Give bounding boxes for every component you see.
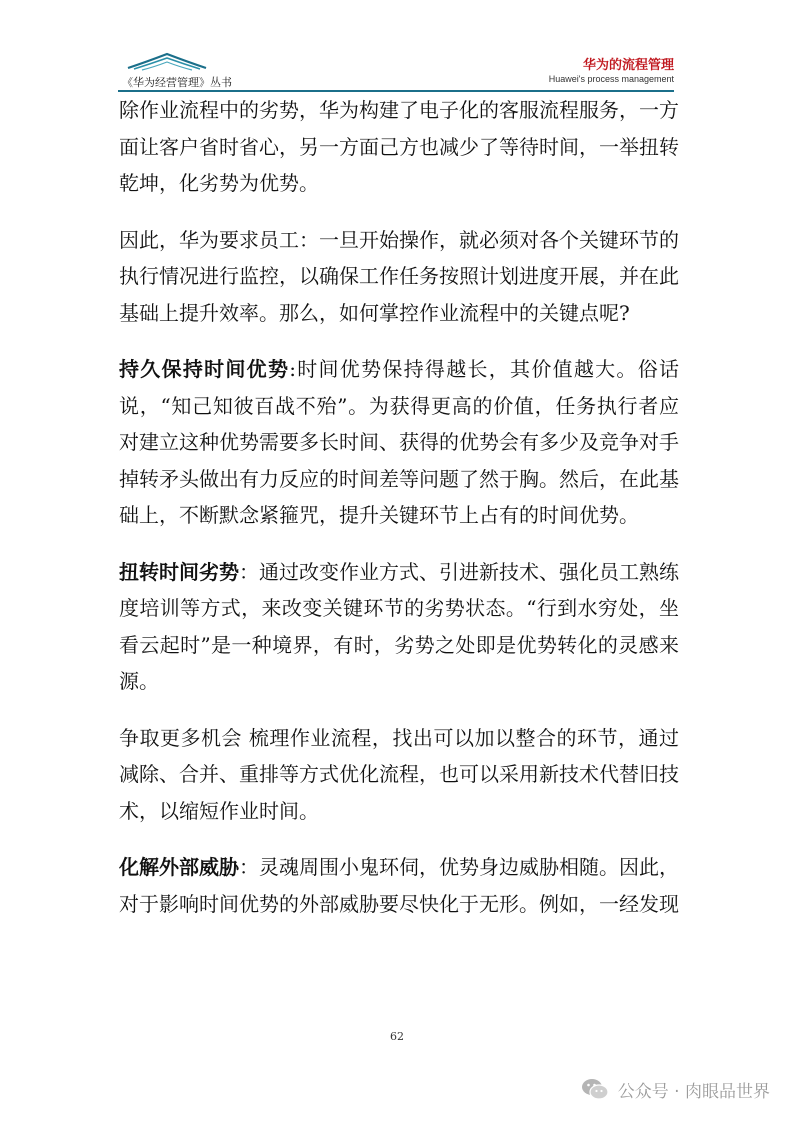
paragraph-text: 除作业流程中的劣势，华为构建了电子化的客服流程服务，一方面让客户省时省心，另一方面己方也减少了等待时间，一举扭转乾坤，化劣势为优势。 <box>119 98 679 195</box>
page-body <box>119 92 679 942</box>
paragraph <box>119 849 679 922</box>
book-title-chinese: 华为的流程管理 <box>582 58 674 73</box>
paragraph-text: 因此，华为要求员工：一旦开始操作，就必须对各个关键环节的执行情况进行监控，以确保工作任务按照计划进度开展，并在此基础上提升效率。那么，如何掌控作业流程中的关键点呢? <box>119 227 679 325</box>
wechat-icon <box>580 1076 610 1102</box>
page-number: 62 <box>390 1030 404 1043</box>
watermark-text: 公众号 · 肉眼品世界 <box>617 1081 770 1102</box>
publisher-logo-icon <box>126 50 208 72</box>
watermark <box>580 1076 770 1102</box>
paragraph <box>119 720 679 830</box>
page-header <box>118 50 674 90</box>
paragraph-heading: 持久保持时间优势 <box>119 357 290 381</box>
paragraph-text: ：通过改变作业方式、引进新技术、强化员工熟练度培训等方式，来改变关键环节的劣势状态。“行到水穷处，坐看云起时”是一种境界，有时，劣势之处即是优势转化的灵感来源。 <box>119 559 679 693</box>
paragraph <box>119 92 679 202</box>
paragraph <box>119 554 679 700</box>
book-title-english: Huawei's process management <box>548 74 674 84</box>
paragraph-text: 争取更多机会 梳理作业流程，找出可以加以整合的环节，通过减除、合并、重排等方式优化流程，也可以采用新技术代替旧技术，以缩短作业时间。 <box>119 725 679 823</box>
paragraph-heading: 化解外部威胁 <box>119 855 239 879</box>
paragraph <box>119 351 679 534</box>
paragraph-text: :时间优势保持得越长，其价值越大。俗话说，“知己知彼百战不殆”。为获得更高的价值，任务执行者应对建立这种优势需要多长时间、获得的优势会有多少及竞争对手掉转矛头做出有力反应的时间差等问题了然于胸。然后，在此基础上，不断默念紧箍咒，提升关键环节上占有的时间优势。 <box>119 357 679 527</box>
paragraph-text: ：灵魂周围小鬼环伺，优势身边威胁相随。因此，对于影响时间优势的外部威胁要尽快化于无形。例如，一经发现 <box>119 855 679 916</box>
paragraph-heading: 扭转时间劣势 <box>119 559 239 584</box>
book-series-title: 《华为经营管理》丛书 <box>122 76 232 89</box>
paragraph <box>119 222 679 332</box>
